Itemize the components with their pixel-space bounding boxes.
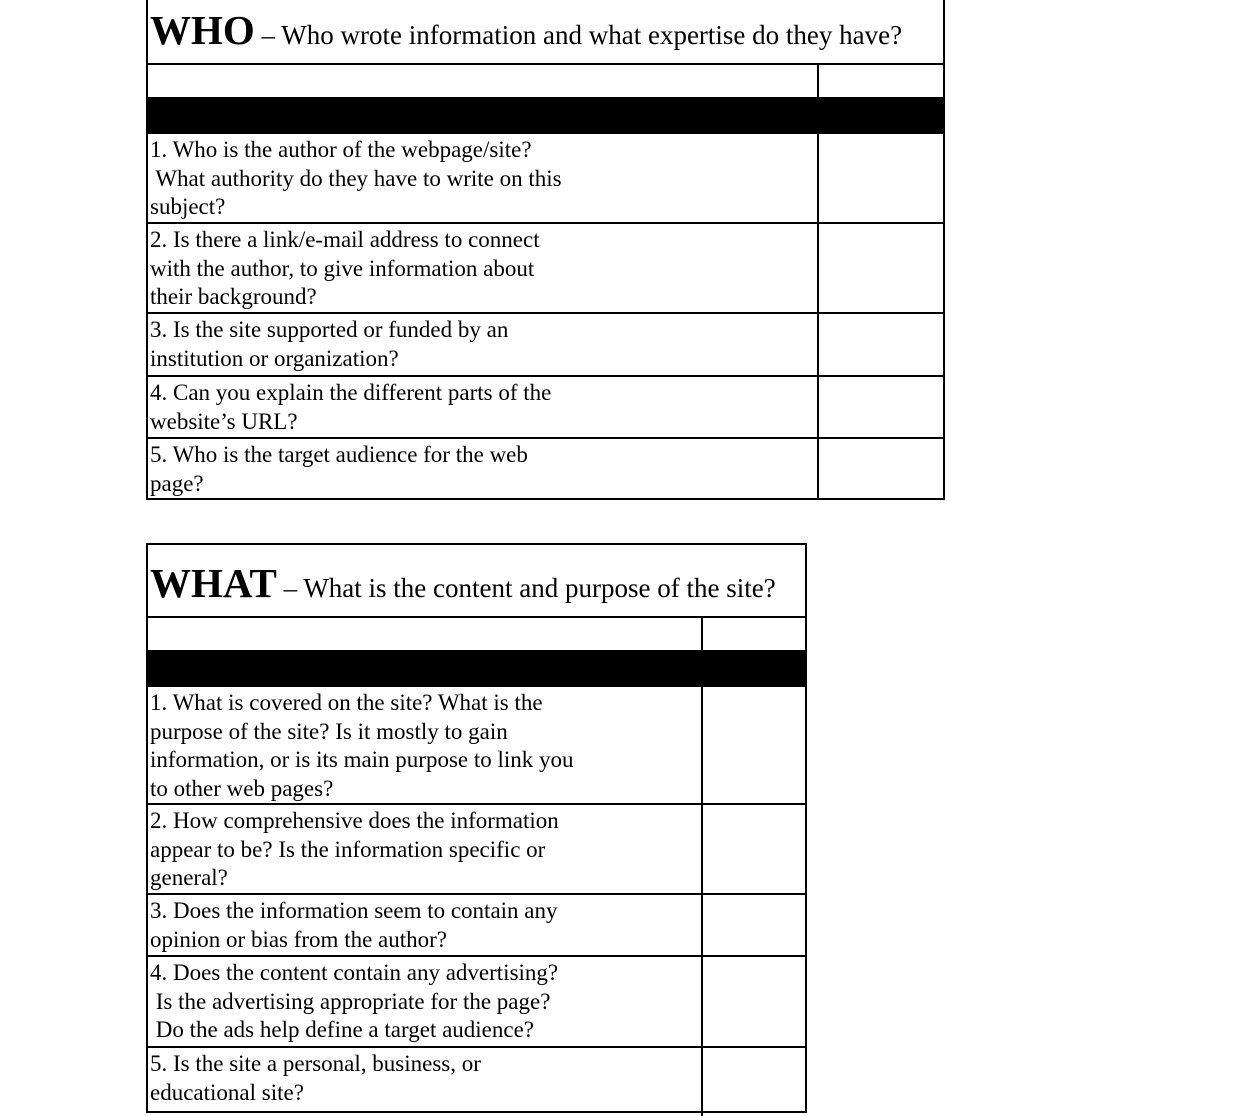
answer-cell[interactable] [819,377,943,438]
answer-cell[interactable] [703,957,805,1047]
answer-cell[interactable] [703,805,805,894]
table-row [148,1046,805,1116]
what-table [146,543,807,1113]
what-header-bar [148,650,805,687]
what-blank-row [148,616,805,651]
what-question-1 [150,689,574,804]
table-row [148,222,943,313]
table-row [148,893,805,956]
question-line: appear to be? Is the information specific or [150,836,546,862]
table-row [148,312,943,376]
question-line: 2. Is there a link/e-mail address to connect [150,227,540,252]
question-line: purpose of the site? Is it mostly to gain [150,718,508,744]
who-subtitle: – Who wrote information and what expertise do they have? [254,20,903,50]
question-line: information, or is its main purpose to link you [150,747,574,773]
question-line: subject? [150,194,226,220]
who-title [150,6,902,54]
who-question-3 [150,316,508,373]
question-line: general? [150,865,228,891]
what-heading: WHAT [150,560,277,606]
who-question-4 [150,379,551,436]
question-line: 5. Is the site a personal, business, or [150,1051,481,1076]
question-line: educational site? [150,1079,304,1105]
question-line: institution or organization? [150,345,399,371]
question-line: their background? [150,284,317,310]
answer-cell[interactable] [819,314,943,376]
question-line: Do the ads help define a target audience? [150,1017,535,1043]
table-row [148,955,805,1047]
question-line: website’s URL? [150,408,298,434]
question-line: 1. What is covered on the site? What is the [150,690,543,715]
what-question-5 [150,1050,481,1107]
table-row [148,132,943,223]
table-row [148,803,805,894]
question-line: 1. Who is the author of the webpage/site? [150,137,532,162]
question-line: 4. Can you explain the different parts of the [150,380,552,405]
question-line: opinion or bias from the author? [150,926,448,952]
question-line: 5. Who is the target audience for the web [150,442,528,467]
question-line: page? [150,470,204,496]
who-heading: WHO [150,7,255,53]
question-line: to other web pages? [150,776,334,802]
who-table [146,0,945,500]
who-blank-row [148,63,943,98]
answer-cell[interactable] [819,134,943,223]
who-question-1 [150,136,562,222]
what-question-3 [150,897,558,954]
table-row [148,685,805,804]
question-line: with the author, to give information about [150,255,535,281]
what-subtitle: – What is the content and purpose of the site? [276,573,776,603]
table-row [148,375,943,438]
question-line: 3. Is the site supported or funded by an [150,317,509,342]
answer-cell[interactable] [703,895,805,956]
question-line: 2. How comprehensive does the information [150,808,559,833]
who-question-2 [150,226,540,312]
answer-cell[interactable] [703,687,805,804]
what-question-2 [150,807,559,893]
answer-cell[interactable] [819,224,943,313]
answer-cell[interactable] [819,439,943,500]
question-line: 4. Does the content contain any advertising? [150,960,559,985]
table-row [148,437,943,500]
what-question-4 [150,959,558,1045]
answer-cell[interactable] [703,1048,805,1116]
who-question-5 [150,441,528,498]
what-title [150,559,776,607]
who-header-bar [148,97,943,133]
question-line: Is the advertising appropriate for the page? [150,988,551,1014]
question-line: 3. Does the information seem to contain any [150,898,558,923]
question-line: What authority do they have to write on this [150,165,562,191]
